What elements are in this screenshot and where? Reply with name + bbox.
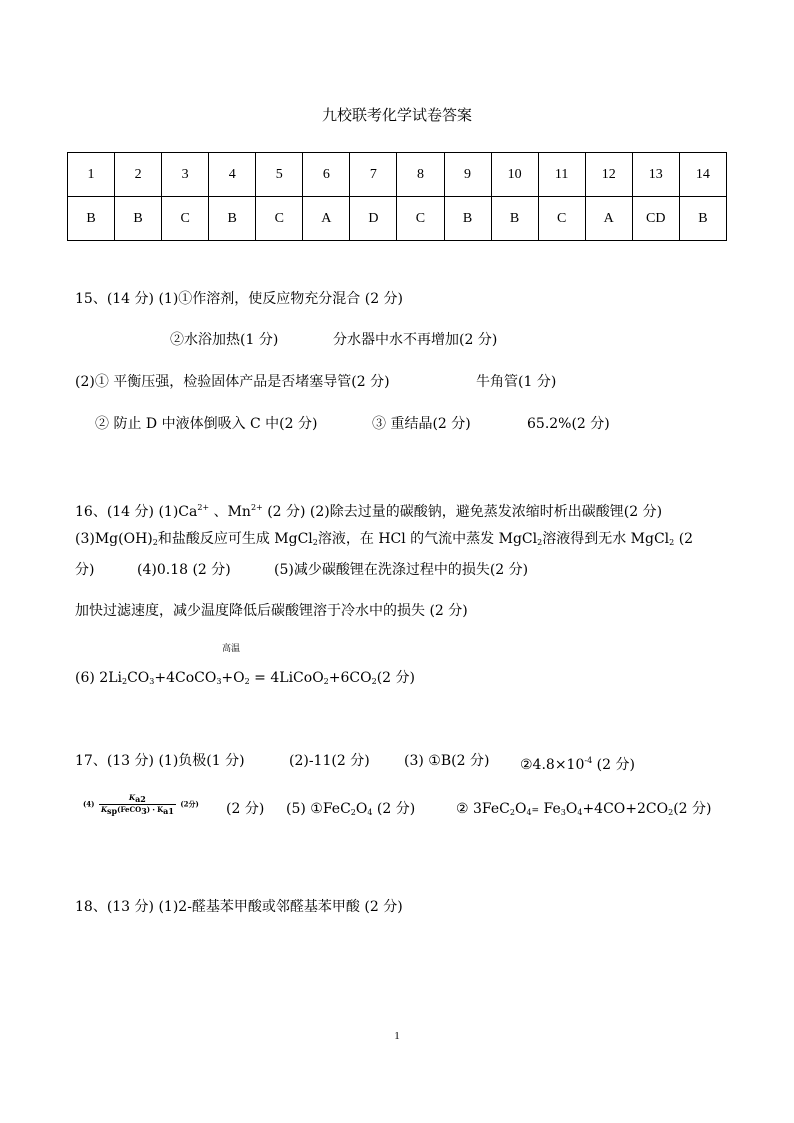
q17-line2a: (2 分) <box>226 801 265 817</box>
answer-cell: B <box>115 197 162 241</box>
question-number-cell: 5 <box>256 153 303 197</box>
q16-line3c: (5)减少碳酸锂在洗涤过程中的损失(2 分) <box>274 562 529 578</box>
q16-line4: 加快过滤速度，减少温度降低后碳酸锂溶于冷水中的损失 (2 分) <box>75 603 468 619</box>
answer-cell: B <box>491 197 538 241</box>
q16-line2: $(3)Mg(OH)_2$和盐酸反应可生成 MgCl$_2$溶液，在 HCl 的气流中蒸发 MgCl$_2$溶液得到无水 MgCl$_2$ (2 <box>75 531 694 547</box>
question-number-cell: 4 <box>209 153 256 197</box>
answer-table-answer-row <box>68 197 727 241</box>
q18-line1: 18、(13 分) (1)2-醛基苯甲酸或邻醛基苯甲酸 (2 分) <box>75 899 403 915</box>
q16-line3b: (4)0.18 (2 分) <box>137 562 231 578</box>
q17-line1c: (3) ①B(2 分) <box>404 753 490 769</box>
question-number-cell: 6 <box>303 153 350 197</box>
question-number-cell: 8 <box>397 153 444 197</box>
question-number-cell: 12 <box>585 153 632 197</box>
question-number-cell: 9 <box>444 153 491 197</box>
answer-cell: CD <box>632 197 679 241</box>
q15-line4a: ② 防止 D 中液体倒吸入 C 中(2 分) <box>95 416 318 432</box>
reaction-condition: 高温 <box>222 644 241 654</box>
q15-line2a: ②水浴加热(1 分) <box>170 332 279 348</box>
q16-equation: (6) $2Li_2CO_3+4CoCO_3+O_2$ = $4LiCoO_2+6CO_2(2$ 分) <box>75 670 415 686</box>
answer-cell: A <box>585 197 632 241</box>
page-number: 1 <box>394 1030 400 1042</box>
q15-line4c: 65.2%(2 分) <box>527 416 610 432</box>
q17-line1b: (2)-11(2 分) <box>289 753 370 769</box>
q15-line3b: 牛角管(1 分) <box>476 374 557 390</box>
ratio-fraction: $\frac{K_{a2}}{K_{sp}(FeCO_3)・K_{a1}}$ <box>100 793 174 816</box>
answer-cell: C <box>538 197 585 241</box>
answer-cell: A <box>303 197 350 241</box>
question-number-cell: 7 <box>350 153 397 197</box>
question-number-cell: 11 <box>538 153 585 197</box>
q15-line3a: (2)① 平衡压强，检验固体产品是否堵塞导管(2 分) <box>75 374 390 390</box>
q17-line1d: $②4.8\times 10^{-4}$ (2 分) <box>520 756 635 773</box>
question-number-cell: 13 <box>632 153 679 197</box>
answer-cell: C <box>256 197 303 241</box>
q15-line1: 15、(14 分) (1)①作溶剂，使反应物充分混合 (2 分) <box>75 291 404 307</box>
answer-cell: B <box>679 197 726 241</box>
q17-line1a: 17、(13 分) (1)负极(1 分) <box>75 753 245 769</box>
page-title: 九校联考化学试卷答案 <box>321 106 472 124</box>
q15-line4b: ③ 重结晶(2 分) <box>372 416 471 432</box>
question-number-cell: 14 <box>679 153 726 197</box>
answer-cell: B <box>209 197 256 241</box>
answer-table-number-row <box>68 153 727 197</box>
answer-cell: D <box>350 197 397 241</box>
q15-line2b: 分水器中水不再增加(2 分) <box>333 332 498 348</box>
q17-line2b: (5) $①FeC_2O_4$ (2 分) <box>286 801 416 817</box>
question-number-cell: 2 <box>115 153 162 197</box>
answer-cell: B <box>68 197 115 241</box>
q16-line3a: 分) <box>75 562 95 578</box>
question-number-cell: 1 <box>68 153 115 197</box>
q17-fraction-answer: (4) $\frac{K_{a2}}{K_{sp}(FeCO_3)・K_{a1}}$ (2分) <box>83 793 199 816</box>
question-number-cell: 3 <box>162 153 209 197</box>
question-number-cell: 10 <box>491 153 538 197</box>
answer-cell: B <box>444 197 491 241</box>
q17-line2c: ② $3FeC_2O_4= Fe_3O_4+4CO+2CO_2(2$ 分) <box>456 801 712 817</box>
answer-cell: C <box>162 197 209 241</box>
answer-table <box>67 152 727 241</box>
q16-line1: 16、(14 分) $(1)Ca^{2+}$ 、$Mn^{2+}$ (2 分) (2)除去过量的碳酸钠，避免蒸发浓缩时析出碳酸锂(2 分) <box>75 503 663 520</box>
answer-cell: C <box>397 197 444 241</box>
